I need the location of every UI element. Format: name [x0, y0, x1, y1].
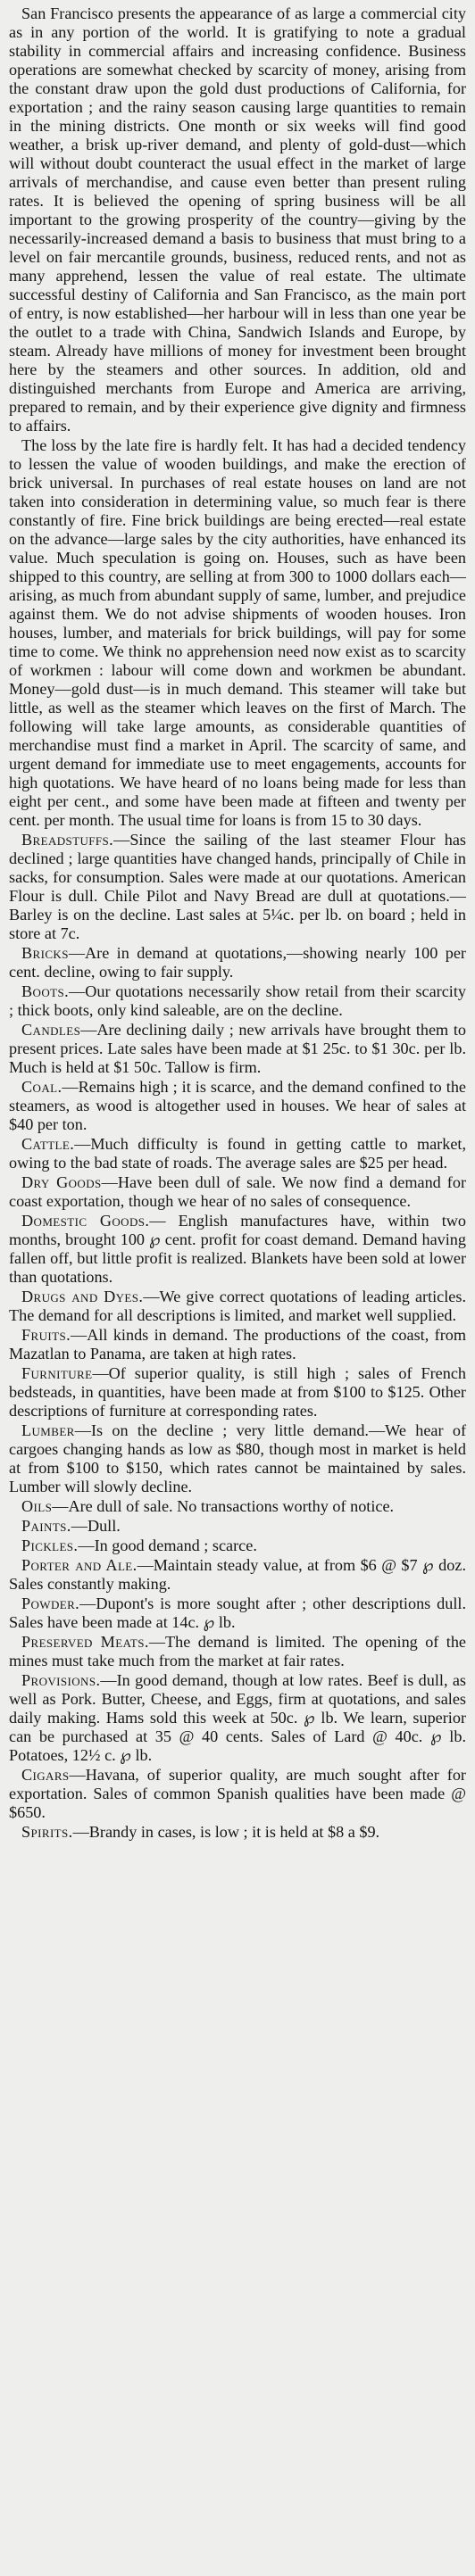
section-heading: Furniture	[21, 1364, 93, 1382]
section-heading: Powder.	[21, 1594, 80, 1612]
paragraph-powder	[9, 1594, 466, 1632]
section-heading: Drugs and Dyes.	[21, 1288, 144, 1305]
paragraph-breadstuffs	[9, 831, 466, 943]
paragraph-text: —Remains high ; it is scarce, and the demand confined to the steamers, as wood is altogether used in houses. We hear of sales at $40 per ton.	[9, 1078, 466, 1133]
paragraph-text: —In good demand ; scarce.	[78, 1536, 257, 1554]
section-heading: Coal.	[21, 1078, 62, 1096]
paragraph-pickles	[9, 1536, 466, 1555]
paragraph-oils	[9, 1497, 466, 1516]
section-heading: Cattle.	[21, 1135, 75, 1153]
section-heading: Fruits.	[21, 1326, 71, 1344]
section-heading: Lumber	[21, 1421, 75, 1439]
paragraph-text: —Maintain steady value, at from $6 @ $7 ℘ doz. Sales constantly making.	[9, 1556, 466, 1593]
paragraph-furniture	[9, 1364, 466, 1421]
paragraph-text: The loss by the late fire is hardly felt. It has had a decided tendency to lessen the value of wooden buildings, and make the erection of brick universal. In purchases of real estate houses on land are not taken into consideration in determining value, so much fear is there constantly of fire. Fine brick buildings are being erected—real estate on the advance—large sales by the city authorities, have enhanced its value. Much speculation is going on. Houses, such as have been shipped to this country, are selling at from 300 to 1000 dollars each—arising, as much from abundant supply of same, lumber, and prejudice against them. We do not advise shipments of wooden houses. Iron houses, lumber, and materials for brick buildings, will pay for some time to come. We think no apprehension need now exist as to scarcity of workmen : labour will come down and workmen be abundant. Money—gold dust—is in much demand. This steamer will take but little, as well as the steamer which leaves on the first of March. The following will take large amounts, as considerable quantities of merchandise must find a market in April. The scarcity of same, and urgent demand for immediate use to meet engagements, accounts for high quotations. We have heard of no loans being made for less than eight per cent., and some have been made at fifteen and twenty per cent. per month. The usual time for loans is from 15 to 30 days.	[9, 436, 466, 829]
paragraph-intro	[9, 4, 466, 435]
paragraph-fire	[9, 436, 466, 830]
paragraph-text: —Dupont's is more sought after ; other descriptions dull. Sales have been made at 14c. ℘ lb.	[9, 1594, 466, 1631]
paragraph-text: — English manufactures have, within two months, brought 100 ℘ cent. profit for coast demand. Demand having fallen off, but little profit is realized. Blankets have been sold at lower than quotations.	[9, 1212, 466, 1286]
paragraph-text: —We give correct quotations of leading articles. The demand for all descriptions is limited, and market well supplied.	[9, 1288, 466, 1324]
paragraph-text: —Since the sailing of the last steamer Flour has declined ; large quantities have changed hands, principally of Chile in sacks, for consumption. Sales were made at our quotations. American Flour is dull. Chile Pilot and Navy Bread are dull at quotations.—Barley is on the decline. Last sales at 5¼c. per lb. on board ; held in store at 7c.	[9, 831, 466, 942]
paragraph-fruits	[9, 1326, 466, 1363]
paragraph-text: —Is on the decline ; very little demand.—We hear of cargoes changing hands as low as $80, though most in market is held at from $100 to $150, which rates cannot be maintained by sales. Lumber will slowly decline.	[9, 1421, 466, 1495]
paragraph-text: —All kinds in demand. The productions of the coast, from Mazatlan to Panama, are taken at high rates.	[9, 1326, 466, 1363]
paragraph-porter	[9, 1556, 466, 1594]
paragraph-spirits	[9, 1823, 466, 1842]
paragraph-text: —Brandy in cases, is low ; it is held at $8 a $9.	[72, 1823, 380, 1841]
paragraph-text: —Are in demand at quotations,—showing nearly 100 per cent. decline, owing to fair supply.	[9, 944, 466, 981]
paragraph-text: —Our quotations necessarily show retail from their scarcity ; thick boots, only kind saleable, are on the decline.	[9, 982, 466, 1019]
section-heading: Spirits.	[21, 1823, 73, 1841]
paragraph-cigars	[9, 1766, 466, 1822]
paragraph-drugs	[9, 1288, 466, 1325]
paragraph-text: —Of superior quality, is still high ; sales of French bedsteads, in quantities, have been made at from $100 to $125. Other descriptions of furniture at corresponding rates.	[9, 1364, 466, 1420]
paragraph-cattle	[9, 1135, 466, 1172]
paragraph-text: —Have been dull of sale. We now find a demand for coast exportation, though we hear of no sales of consequence.	[9, 1173, 466, 1210]
paragraph-domestic-goods	[9, 1212, 466, 1287]
paragraph-text: —Are declining daily ; new arrivals have brought them to present prices. Late sales have been made at $1 25c. to $1 30c. per lb. Much is held at $1 50c. Tallow is firm.	[9, 1021, 466, 1076]
paragraph-paints	[9, 1517, 466, 1536]
market-report-column	[9, 4, 466, 2572]
section-heading: Boots.	[21, 982, 70, 1000]
paragraph-text: —Dull.	[71, 1517, 121, 1535]
section-heading: Porter and Ale.	[21, 1556, 138, 1574]
paragraph-text: —Are dull of sale. No transactions worthy of notice.	[52, 1497, 395, 1515]
section-heading: Paints.	[21, 1517, 71, 1535]
paragraph-dry-goods	[9, 1173, 466, 1211]
paragraph-coal	[9, 1078, 466, 1134]
paragraph-text: —Much difficulty is found in getting cattle to market, owing to the bad state of roads. The average sales are $25 per head.	[9, 1135, 466, 1172]
paragraph-lumber	[9, 1421, 466, 1496]
paragraph-text: —In good demand, though at low rates. Beef is dull, as well as Pork. Butter, Cheese, and Eggs, firm at quotations, and sales daily making. Hams sold this week at 50c. ℘ lb. We learn, superior can be purchased at 35 @ 40 cents. Sales of Lard @ 40c. ℘ lb. Potatoes, 12½ c. ℘ lb.	[9, 1671, 466, 1764]
paragraph-preserved-meats	[9, 1633, 466, 1670]
section-heading: Candles	[21, 1021, 81, 1039]
paragraph-text: —Havana, of superior quality, are much sought after for exportation. Sales of common Spanish qualities have been made @ $650.	[9, 1766, 466, 1821]
section-heading: Domestic Goods.	[21, 1212, 150, 1230]
paragraph-boots	[9, 982, 466, 1020]
section-heading: Dry Goods	[21, 1173, 102, 1191]
section-heading: Bricks	[21, 944, 69, 962]
paragraph-candles	[9, 1021, 466, 1077]
section-heading: Pickles.	[21, 1536, 79, 1554]
paragraph-text: San Francisco presents the appearance of as large a commercial city as in any portion of the world. It is gratifying to note a gradual stability in commercial affairs and increasing confidence. Business operations are somewhat checked by scarcity of money, arising from the constant draw upon the gold dust productions of California, for exportation ; and the rainy season causing large quantities to remain in the mining districts. One month or six weeks will find good weather, a brisk up-river demand, and plenty of gold-dust—which will without doubt counteract the usual effect in the market of large arrivals of merchandise, and cause even better than present ruling rates. It is believed the opening of spring business will be all important to the growing prosperity of the country—giving by the necessarily-increased demand a basis to business that must bring to a level on fair mercantile grounds, business, reduced rents, and not as many apprehend, lessen the value of real estate. The ultimate successful destiny of California and San Francisco, as the main port of entry, is now established—her harbour will in less than one year be the outlet to a trade with China, Sandwich Islands and Europe, by steam. Already have millions of money for investment been brought here by the steamers and other sources. In addition, old and distinguished merchants from Europe and America are arriving, prepared to remain, and by their experience give dignity and firmness to affairs.	[9, 4, 466, 435]
section-heading: Breadstuffs.	[21, 831, 114, 849]
section-heading: Preserved Meats.	[21, 1633, 149, 1651]
section-heading: Oils	[21, 1497, 53, 1515]
section-heading: Cigars	[21, 1766, 70, 1784]
paragraph-text: —The demand is limited. The opening of the mines must take much from the market at fair rates.	[9, 1633, 466, 1669]
paragraph-provisions	[9, 1671, 466, 1765]
paragraph-bricks	[9, 944, 466, 982]
section-heading: Provisions.	[21, 1671, 101, 1689]
